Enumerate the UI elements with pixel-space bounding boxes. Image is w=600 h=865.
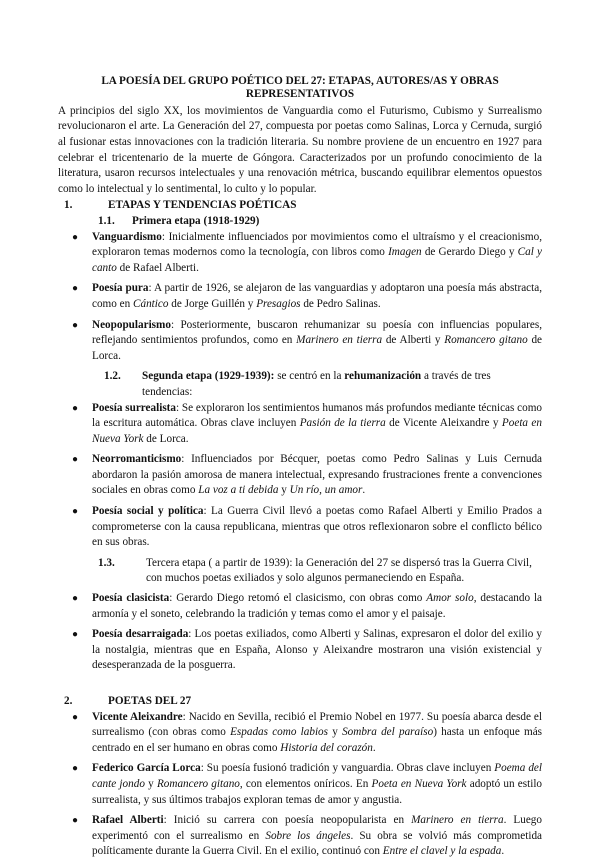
text: : Inicialmente influenciados por movimientos como el ultraísmo y el creacionismo, exploraron temas modernos como la tecnología, con libros como [92, 230, 542, 259]
section-number: 2. [64, 695, 73, 707]
work-title: Marinero en tierra [296, 334, 383, 347]
work-title: Poema del cante jondo [92, 762, 542, 790]
bullet-icon: ● [72, 454, 79, 466]
list-item-clasicista [58, 591, 542, 622]
work-title: Sobre los ángeles [265, 829, 351, 842]
subsection-1-3-heading [58, 556, 542, 587]
text: : Posteriormente, buscaron rehumanizar su poesía con influencias populares, reflejando sentimientos profundos, como en [92, 318, 542, 347]
text: : Se exploraron los sentimientos humanos más profundos mediante técnicas como la escritura automática. Obras clave incluyen [92, 401, 543, 430]
stage-2-list [58, 401, 542, 551]
work-title: Marinero en tierra [411, 814, 504, 827]
text: : La Guerra Civil llevó a poetas como Rafael Alberti y Emilio Prados a comprometerse con la causa republicana, mientras que otros reflexionaron sobre el conflicto bélico en sus obras. [92, 505, 542, 549]
text: : Su poesía fusionó tradición y vanguardia. Obras clave incluyen [200, 762, 495, 775]
term: Poesía surrealista [92, 401, 176, 414]
bullet-icon: ● [72, 711, 79, 723]
text: adoptó un estilo surrealista, y sus últimos trabajos exploran temas de amor y angustia. [92, 777, 543, 806]
text: ) hasta un enfoque más centrado en el ser humano en obras como [92, 726, 543, 754]
section-title: ETAPAS Y TENDENCIAS POÉTICAS [108, 199, 297, 212]
list-item-desarraigada [58, 627, 542, 674]
work-title: Romancero gitano [156, 777, 240, 790]
list-item-neopopularismo [58, 318, 542, 365]
text: de Jorge Guillén y [168, 297, 257, 310]
work-title: Romancero gitano [444, 334, 528, 347]
work-title: Poeta en Nueva York [371, 777, 467, 790]
text: y [278, 484, 290, 497]
term: rehumanización [344, 370, 422, 383]
document-title [58, 75, 542, 102]
text: : A partir de 1926, se alejaron de las vanguardias y adoptaron una poesía más abstracta, como en [92, 282, 542, 310]
subsection-1-2-heading [58, 369, 542, 400]
text: . [501, 845, 505, 858]
list-item-aleixandre [58, 710, 542, 757]
bullet-icon: ● [72, 402, 79, 414]
subsection-1-1-heading [58, 214, 542, 230]
text: y [328, 726, 343, 739]
work-title: Entre el clavel y la espada [382, 845, 502, 858]
intro-paragraph: A principios del siglo XX, los movimientos de Vanguardia como el Futurismo, Cubismo y Surrealismo revolucionaron el arte. La Generación del 27, compuesta por poetas como Salinas, Lorca y Cernuda, surgió al fusionar estas innovaciones con la tradición literaria. Su nombre proviene de un encuentro en 1927 para celebrar el tricentenario de la muerte de Góngora. Caracterizados por un profundo conocimiento de la literatura, usaron recursos intelectuales y una renovación métrica, buscando equilibrar elementos opuestos como lo intelectual y lo sentimental, lo culto y lo popular. [58, 104, 542, 195]
work-title: La voz a ti debida [198, 484, 279, 497]
text: . [372, 741, 376, 754]
text: : Gerardo Diego retomó el clasicismo, con obras como [169, 592, 427, 605]
work-title: Cal y canto [92, 246, 542, 274]
subsection-number: 1.3. [98, 556, 115, 569]
term: Federico García Lorca [92, 762, 201, 775]
text: . Luego experimentó con el surrealismo en [92, 814, 542, 842]
text: : Los poetas exiliados, como Alberti y Salinas, expresaron el dolor del exilio y la nostalgia, mientras que en España, Alonso y Aleixandre mostraron una visión existencial y desesperanzada de la posguerra. [92, 628, 542, 672]
work-title: Pasión de la tierra [299, 417, 386, 430]
text: : Nacido en Sevilla, recibió el Premio Nobel en 1977. Su poesía abarca desde el surrealismo (con obras como [92, 710, 542, 739]
stage-3-list [58, 591, 542, 674]
text: . Su obra se volvió más comprometida políticamente durante la Guerra Civil. En el exilio, continuó con [92, 829, 542, 858]
text: : Inició su carrera con poesía neopopularista en [163, 814, 412, 827]
list-item-vanguardismo [58, 230, 542, 277]
subsection-title: Primera etapa (1918-1929) [132, 214, 260, 227]
work-title: Poeta en Nueva York [92, 417, 542, 445]
bullet-icon: ● [72, 763, 79, 775]
term: Vanguardismo [92, 230, 162, 243]
text: . [362, 484, 366, 497]
section-1-heading [58, 198, 542, 214]
list-item-lorca [58, 761, 542, 808]
text: de Lorca. [92, 334, 543, 362]
text: de Pedro Salinas. [300, 297, 381, 310]
term: Poesía pura [92, 282, 149, 295]
bullet-icon: ● [72, 629, 79, 641]
text: a través de tres tendencias: [142, 370, 491, 398]
poets-list [58, 710, 542, 860]
term: Vicente Aleixandre [92, 710, 183, 723]
section-2-heading [58, 694, 542, 710]
term: Neopopularismo [92, 318, 171, 331]
text: y [144, 777, 157, 790]
subsection-title: Segunda etapa (1929-1939): [142, 370, 275, 383]
subsection-number: 1.1. [98, 214, 115, 227]
bullet-icon: ● [72, 283, 79, 295]
bullet-icon: ● [72, 319, 79, 331]
text: de Gerardo Diego y [421, 246, 518, 259]
term: Poesía clasicista [92, 592, 170, 605]
text: , destacando la armonía y el soneto, celebrando la tradición y temas como el amor y el paisaje. [92, 592, 543, 620]
subsection-number: 1.2. [104, 370, 121, 383]
section-number: 1. [64, 199, 73, 212]
section-title: POETAS DEL 27 [108, 695, 192, 707]
list-item-poesia-pura [58, 281, 542, 312]
text: , con elementos oníricos. En [239, 777, 372, 790]
text: de Vicente Aleixandre y [385, 417, 502, 430]
list-item-social-politica [58, 504, 542, 551]
list-item-alberti [58, 813, 542, 860]
term: Poesía desarraigada [92, 628, 189, 641]
work-title: Espadas como labios [230, 726, 329, 739]
title-line-2: REPRESENTATIVOS [245, 88, 355, 101]
bullet-icon: ● [72, 593, 79, 605]
text: de Rafael Alberti. [116, 261, 199, 274]
text: : Influenciados por Bécquer, poetas como Pedro Salinas y Luis Cernuda abordaron la pasión amorosa de manera intelectual, expresando frustraciones frente a convenciones sociales en obras como [92, 453, 542, 497]
text: se centró en la [274, 370, 345, 383]
document-page [58, 75, 542, 865]
text: de Lorca. [143, 432, 189, 445]
bullet-icon: ● [72, 231, 79, 243]
bullet-icon: ● [72, 506, 79, 518]
bullet-icon: ● [72, 815, 79, 827]
term: Rafael Alberti [92, 814, 164, 827]
stage-1-list [58, 230, 542, 365]
subsection-text: Tercera etapa ( a partir de 1939): la Generación del 27 se dispersó tras la Guerra Civil, con muchos poetas exiliados y solo algunos permaneciendo en España. [146, 556, 532, 585]
work-title: Imagen [388, 246, 422, 259]
work-title: Un río, un amor [289, 484, 363, 497]
work-title: Cántico [133, 297, 169, 310]
work-title: Amor solo [426, 592, 474, 605]
text: de Alberti y [382, 334, 445, 347]
term: Neorromanticismo [92, 453, 182, 466]
list-item-neorromanticismo [58, 452, 542, 499]
title-line-1: LA POESÍA DEL GRUPO POÉTICO DEL 27: ETAPAS, AUTORES/AS Y OBRAS [101, 75, 499, 87]
work-title: Sombra del paraíso [342, 726, 434, 739]
list-item-surrealista [58, 401, 542, 448]
term: Poesía social y política [92, 505, 204, 518]
work-title: Presagios [256, 297, 301, 310]
work-title: Historia del corazón [280, 741, 373, 754]
